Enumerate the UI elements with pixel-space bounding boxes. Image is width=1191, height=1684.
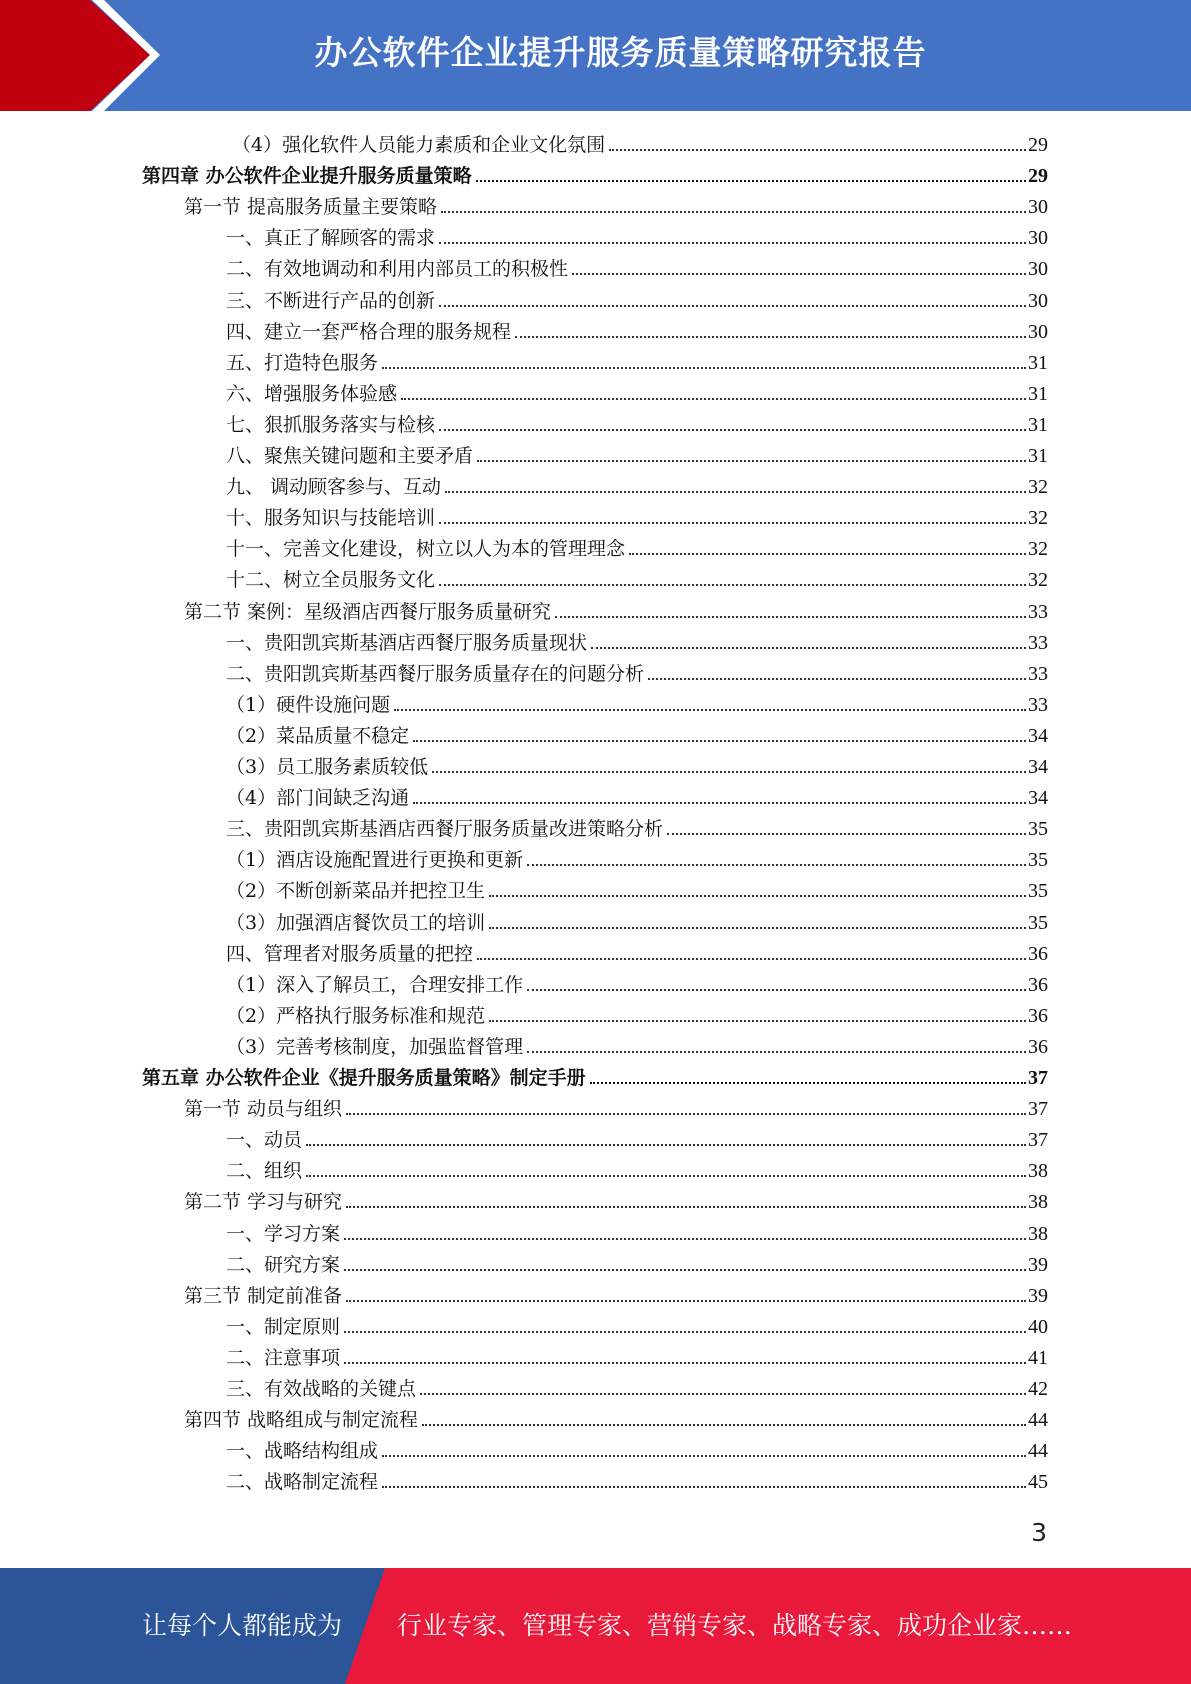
toc-dot-leader (489, 895, 1026, 897)
toc-entry-title: 九、 调动顾客参与、互动 (226, 476, 442, 499)
toc-dot-leader (572, 273, 1026, 275)
toc-entry-page: 45 (1028, 1471, 1048, 1494)
toc-entry[interactable] (226, 718, 1048, 749)
toc-dot-leader (306, 1175, 1026, 1177)
toc-entry-page: 40 (1028, 1315, 1048, 1338)
toc-entry[interactable] (226, 811, 1048, 842)
toc-dot-leader (591, 647, 1026, 649)
toc-entry-title: （1）深入了解员工，合理安排工作 (226, 973, 524, 996)
toc-entry-title: 十二、树立全员服务文化 (226, 569, 436, 592)
toc-entry[interactable] (226, 500, 1048, 531)
toc-entry-page: 30 (1028, 289, 1048, 312)
toc-entry-page: 32 (1028, 507, 1048, 530)
toc-dot-leader (413, 802, 1026, 804)
toc-entry-page: 30 (1028, 196, 1048, 219)
toc-entry-page: 42 (1028, 1378, 1048, 1400)
toc-entry-page: 36 (1028, 942, 1048, 965)
toc-entry[interactable] (226, 1433, 1048, 1464)
toc-entry-title: 四、建立一套严格合理的服务规程 (226, 320, 512, 343)
toc-entry-title: 第四节 战略组成与制定流程 (184, 1409, 419, 1432)
toc-entry-title: 第五章 办公软件企业《提升服务质量策略》制定手册 (142, 1067, 586, 1089)
toc-dot-leader (477, 460, 1026, 462)
toc-entry-title: 第二节 学习与研究 (184, 1191, 343, 1214)
toc-entry-page: 36 (1028, 1035, 1048, 1058)
toc-entry-title: 二、有效地调动和利用内部员工的积极性 (226, 258, 569, 281)
toc-entry[interactable] (142, 1060, 1048, 1091)
toc-entry-title: （3）员工服务素质较低 (226, 756, 429, 778)
toc-dot-leader (439, 584, 1026, 586)
toc-dot-leader (344, 1362, 1026, 1364)
toc-entry[interactable] (226, 1247, 1048, 1278)
toc-entry-page: 37 (1028, 1098, 1048, 1121)
page-number: 3 (1031, 1518, 1047, 1547)
toc-entry-title: 一、动员 (226, 1129, 303, 1152)
toc-entry[interactable] (226, 1340, 1048, 1371)
toc-dot-leader (515, 336, 1026, 338)
toc-dot-leader (394, 709, 1026, 711)
toc-dot-leader (527, 989, 1026, 991)
toc-dot-leader (344, 1331, 1026, 1333)
toc-dot-leader (489, 927, 1026, 929)
toc-entry[interactable] (226, 1216, 1048, 1247)
toc-dot-leader (590, 1082, 1026, 1084)
toc-entry-title: 二、贵阳凯宾斯基西餐厅服务质量存在的问题分析 (226, 662, 645, 685)
toc-entry-page: 34 (1028, 756, 1048, 778)
toc-dot-leader (306, 1144, 1026, 1146)
toc-entry[interactable] (184, 594, 1048, 625)
toc-entry[interactable] (226, 1309, 1048, 1340)
toc-entry-page: 36 (1028, 1004, 1048, 1027)
toc-entry[interactable] (226, 780, 1048, 811)
toc-dot-leader (527, 1051, 1026, 1053)
toc-entry-title: （1）硬件设施问题 (226, 693, 391, 716)
toc-entry-title: 二、组织 (226, 1160, 303, 1183)
toc-entry[interactable] (226, 1029, 1048, 1060)
toc-entry-page: 36 (1028, 973, 1048, 996)
toc-entry-title: 一、贵阳凯宾斯基酒店西餐厅服务质量现状 (226, 631, 588, 654)
toc-entry-page: 33 (1028, 662, 1048, 685)
toc-entry-title: 第三节 制定前准备 (184, 1284, 343, 1307)
page-footer (0, 1568, 1191, 1684)
toc-entry[interactable] (226, 407, 1048, 438)
toc-entry-page: 38 (1028, 1222, 1048, 1245)
toc-entry-title: （2）严格执行服务标准和规范 (226, 1004, 486, 1027)
toc-entry[interactable] (226, 469, 1048, 500)
toc-entry-page: 33 (1028, 693, 1048, 716)
toc-dot-leader (432, 771, 1026, 773)
toc-dot-leader (420, 1393, 1026, 1395)
toc-entry[interactable] (226, 1464, 1048, 1495)
toc-entry-page: 30 (1028, 227, 1048, 250)
toc-entry[interactable] (226, 687, 1048, 718)
document-title: 办公软件企业提升服务质量策略研究报告 (314, 33, 927, 72)
toc-entry[interactable] (184, 1091, 1048, 1122)
toc-entry-title: 一、学习方案 (226, 1222, 341, 1245)
toc-entry-page: 34 (1028, 787, 1048, 810)
toc-entry[interactable] (226, 1122, 1048, 1153)
toc-entry[interactable] (226, 936, 1048, 967)
toc-entry-page: 39 (1028, 1284, 1048, 1307)
toc-entry-page: 32 (1028, 569, 1048, 592)
toc-entry-title: 四、管理者对服务质量的把控 (226, 942, 474, 965)
toc-entry[interactable] (226, 1153, 1048, 1184)
toc-dot-leader (667, 833, 1026, 835)
toc-entry-page: 41 (1028, 1346, 1048, 1369)
toc-entry[interactable] (142, 158, 1048, 189)
toc-entry-title: 一、真正了解顾客的需求 (226, 227, 436, 250)
toc-entry[interactable] (226, 656, 1048, 687)
page-header (0, 0, 1191, 111)
toc-entry-title: （2）不断创新菜品并把控卫生 (226, 880, 486, 903)
toc-dot-leader (441, 211, 1026, 213)
toc-entry[interactable] (226, 625, 1048, 656)
toc-dot-leader (439, 242, 1026, 244)
toc-entry-title: （4）强化软件人员能力素质和企业文化氛围 (232, 134, 606, 156)
toc-entry[interactable] (184, 1278, 1048, 1309)
toc-entry-title: 一、战略结构组成 (226, 1440, 379, 1463)
toc-entry[interactable] (226, 1371, 1048, 1402)
toc-dot-leader (344, 1238, 1026, 1240)
toc-entry[interactable] (226, 220, 1048, 251)
toc-dot-leader (648, 678, 1026, 680)
toc-entry[interactable] (226, 531, 1048, 562)
toc-entry[interactable] (226, 438, 1048, 469)
toc-entry[interactable] (226, 251, 1048, 282)
toc-entry[interactable] (232, 127, 1048, 158)
toc-entry-title: 三、有效战略的关键点 (226, 1378, 417, 1400)
toc-dot-leader (382, 367, 1026, 369)
toc-dot-leader (489, 1020, 1026, 1022)
toc-entry-page: 38 (1028, 1191, 1048, 1214)
toc-dot-leader (527, 864, 1026, 866)
toc-entry-page: 35 (1028, 818, 1048, 841)
toc-entry-page: 31 (1028, 413, 1048, 436)
toc-entry-page: 35 (1028, 880, 1048, 903)
toc-entry-title: 第二节 案例：星级酒店西餐厅服务质量研究 (184, 600, 552, 623)
toc-entry-title: 二、战略制定流程 (226, 1471, 379, 1494)
toc-entry-page: 30 (1028, 320, 1048, 343)
toc-dot-leader (344, 1269, 1026, 1271)
toc-entry-page: 30 (1028, 258, 1048, 281)
toc-dot-leader (413, 740, 1026, 742)
toc-dot-leader (476, 180, 1026, 182)
toc-entry[interactable] (226, 749, 1048, 780)
toc-dot-leader (629, 553, 1026, 555)
toc-dot-leader (346, 1113, 1026, 1115)
toc-entry[interactable] (226, 905, 1048, 936)
toc-entry-title: 七、狠抓服务落实与检核 (226, 413, 436, 436)
toc-entry-page: 29 (1028, 134, 1048, 156)
toc-entry-page: 44 (1028, 1440, 1048, 1463)
toc-dot-leader (382, 1455, 1026, 1457)
toc-entry-page: 31 (1028, 382, 1048, 405)
toc-dot-leader (346, 1300, 1026, 1302)
toc-dot-leader (477, 958, 1026, 960)
toc-entry-title: 第四章 办公软件企业提升服务质量策略 (142, 165, 472, 188)
toc-dot-leader (555, 616, 1026, 618)
toc-entry-title: （1）酒店设施配置进行更换和更新 (226, 849, 524, 872)
toc-entry-title: 五、打造特色服务 (226, 351, 379, 374)
toc-entry[interactable] (226, 873, 1048, 904)
toc-dot-leader (439, 429, 1026, 431)
footer-slogan-left: 让每个人都能成为 (142, 1611, 343, 1640)
toc-entry-title: 三、不断进行产品的创新 (226, 289, 436, 312)
toc-entry-page: 37 (1028, 1067, 1048, 1089)
toc-entry-page: 38 (1028, 1160, 1048, 1183)
toc-entry[interactable] (184, 1402, 1048, 1433)
toc-entry[interactable] (226, 376, 1048, 407)
toc-entry-page: 44 (1028, 1409, 1048, 1432)
toc-entry-title: 二、注意事项 (226, 1346, 341, 1369)
toc-dot-leader (609, 149, 1026, 151)
toc-entry-title: 六、增强服务体验感 (226, 382, 398, 405)
toc-entry-page: 34 (1028, 724, 1048, 747)
toc-entry-title: 二、研究方案 (226, 1253, 341, 1276)
toc-entry[interactable] (226, 314, 1048, 345)
toc-entry-title: 八、聚焦关键问题和主要矛盾 (226, 445, 474, 467)
toc-dot-leader (422, 1424, 1026, 1426)
toc-entry-title: （4）部门间缺乏沟通 (226, 787, 410, 810)
toc-entry-page: 33 (1028, 600, 1048, 623)
toc-entry-title: （2）菜品质量不稳定 (226, 724, 410, 747)
toc-entry-title: 十、服务知识与技能培训 (226, 507, 436, 530)
toc-entry[interactable] (184, 1184, 1048, 1215)
toc-dot-leader (382, 1486, 1026, 1488)
toc-dot-leader (439, 305, 1026, 307)
footer-slogan-right: 行业专家、管理专家、营销专家、战略专家、成功企业家…… (397, 1611, 1073, 1640)
toc-entry-title: 三、贵阳凯宾斯基酒店西餐厅服务质量改进策略分析 (226, 818, 664, 841)
toc-entry[interactable] (226, 967, 1048, 998)
toc-entry-page: 35 (1028, 849, 1048, 872)
toc-entry-page: 35 (1028, 911, 1048, 934)
toc-entry-page: 33 (1028, 631, 1048, 654)
toc-entry-title: 第一节 动员与组织 (184, 1098, 343, 1121)
toc-dot-leader (439, 522, 1026, 524)
toc-entry-page: 31 (1028, 445, 1048, 467)
toc-entry-title: 十一、完善文化建设，树立以人为本的管理理念 (226, 538, 626, 561)
toc-dot-leader (445, 491, 1026, 493)
toc-entry[interactable] (226, 283, 1048, 314)
toc-entry-title: （3）完善考核制度，加强监督管理 (226, 1035, 524, 1058)
toc-entry[interactable] (226, 562, 1048, 593)
toc-entry-page: 39 (1028, 1253, 1048, 1276)
toc-entry-page: 31 (1028, 351, 1048, 374)
toc-entry[interactable] (226, 345, 1048, 376)
toc-entry-page: 29 (1028, 165, 1048, 188)
header-red-chevron (0, 0, 150, 111)
toc-entry-title: 第一节 提高服务质量主要策略 (184, 196, 438, 219)
toc-dot-leader (401, 398, 1026, 400)
toc-entry[interactable] (184, 189, 1048, 220)
toc-entry-page: 37 (1028, 1129, 1048, 1152)
toc-entry-title: （3）加强酒店餐饮员工的培训 (226, 911, 486, 934)
toc-entry-page: 32 (1028, 476, 1048, 499)
toc-dot-leader (346, 1206, 1026, 1208)
toc-entry-page: 32 (1028, 538, 1048, 561)
toc-entry-title: 一、制定原则 (226, 1315, 341, 1338)
toc-entry[interactable] (226, 998, 1048, 1029)
toc-entry[interactable] (226, 842, 1048, 873)
